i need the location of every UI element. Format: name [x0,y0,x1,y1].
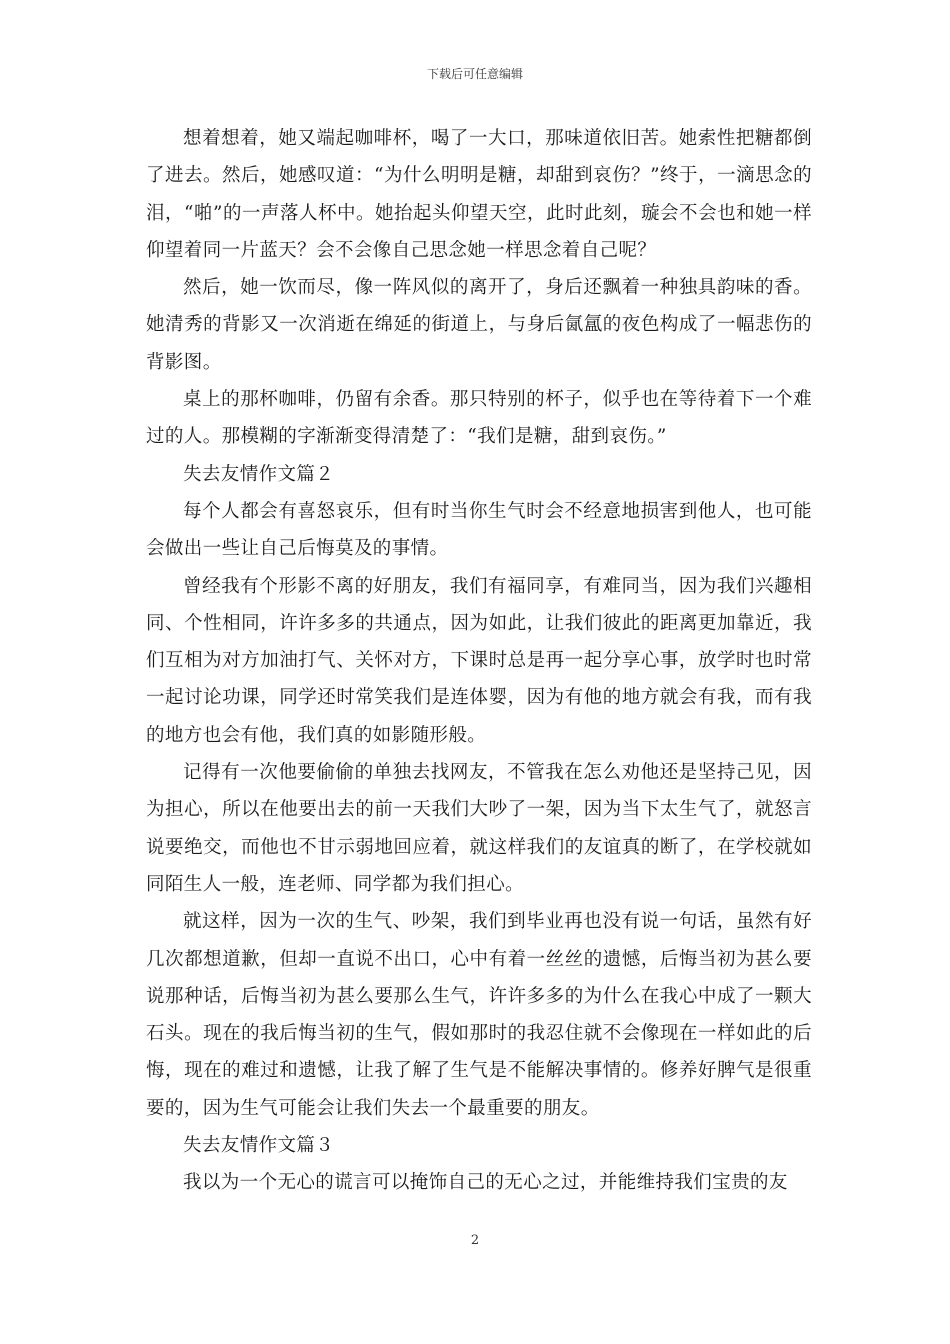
paragraph: 桌上的那杯咖啡，仍留有余香。那只特别的杯子，似乎也在等待着下一个难过的人。那模糊的字渐渐变得清楚了：“我们是糖，甜到哀伤。” [146,389,812,448]
paragraph: 然后，她一饮而尽，像一阵风似的离开了，身后还飘着一种独具韵味的香。她清秀的背影又一次消逝在绵延的街道上，与身后氤氲的夜色构成了一幅悲伤的背影图。 [146,277,812,373]
section-heading: 失去友情作文篇２ [183,463,335,485]
paragraph: 想着想着，她又端起咖啡杯，喝了一大口，那味道依旧苦。她索性把糖都倒了进去。然后，她感叹道：“为什么明明是糖，却甜到哀伤？”终于，一滴思念的泪，“啪”的一声落人杯中。她抬起头仰望天空，此时此刻，璇会不会也和她一样仰望着同一片蓝天？会不会像自己思念她一样思念着自己呢？ [146,128,812,261]
page-number: 2 [470,1233,480,1248]
paragraph: 就这样，因为一次的生气、吵架，我们到毕业再也没有说一句话，虽然有好几次都想道歉，但却一直说不出口，心中有着一丝丝的遗憾，后悔当初为甚么要说那种话，后悔当初为甚么要那么生气，许许多多的为什么在我心中成了一颗大石头。现在的我后悔当初的生气，假如那时的我忍住就不会像现在一样如此的后悔，现在的难过和遗憾，让我了解了生气是不能解决事情的。修养好脾气是很重要的，因为生气可能会让我们失去一个最重要的朋友。 [146,911,812,1119]
page-header-note: 下载后可任意编辑 [426,67,523,81]
paragraph: 曾经我有个形影不离的好朋友，我们有福同享，有难同当，因为我们兴趣相同、个性相同，许许多多的共通点，因为如此，让我们彼此的距离更加靠近，我们互相为对方加油打气、关怀对方，下课时总是再一起分享心事，放学时也时常一起讨论功课，同学还时常笑我们是连体婴，因为有他的地方就会有我，而有我的地方也会有他，我们真的如影随形般。 [146,575,812,746]
document-body [146,120,812,1202]
paragraph: 记得有一次他要偷偷的单独去找网友，不管我在怎么劝他还是坚持己见，因为担心，所以在他要出去的前一天我们大吵了一架，因为当下太生气了，就怒言说要绝交，而他也不甘示弱地回应着，就这样我们的友谊真的断了，在学校就如同陌生人一般，连老师、同学都为我们担心。 [146,762,812,895]
paragraph: 每个人都会有喜怒哀乐，但有时当你生气时会不经意地损害到他人，也可能会做出一些让自己后悔莫及的事情。 [146,500,812,560]
section-heading: 失去友情作文篇３ [183,1135,335,1157]
paragraph: 我以为一个无心的谎言可以掩饰自己的无心之过，并能维持我们宝贵的友 [183,1172,788,1194]
